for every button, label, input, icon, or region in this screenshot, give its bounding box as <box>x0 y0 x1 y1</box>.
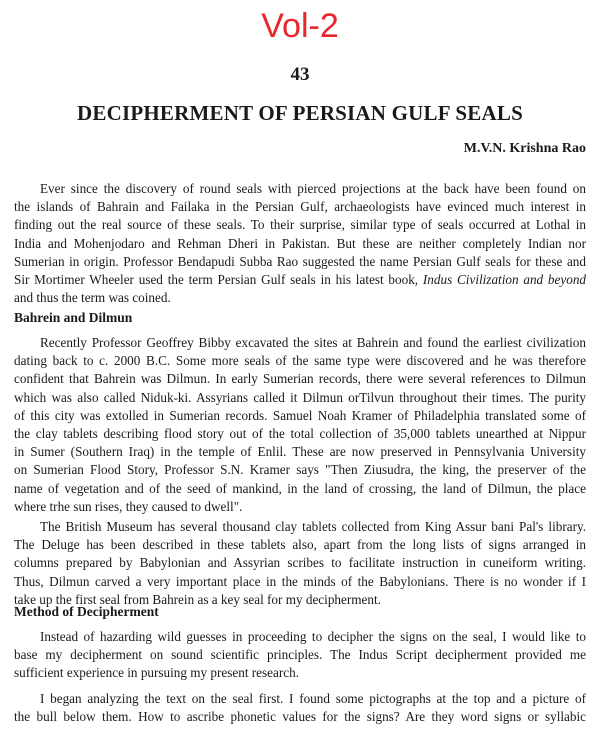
text-line: I began analyzing the text on the seal first. I found some pictographs at the top and a picture of <box>40 691 586 706</box>
text-line: and thus the term was coined. <box>14 290 171 306</box>
author-name: M.V.N. Krishna Rao <box>463 141 586 156</box>
text-line: base my decipherment on sound scientific principles. The Indus Script decipherment provided me <box>14 647 586 663</box>
text-line: Thus, Dilmun carved a very important place in the minds of the Babylonians. There is no wonder if I <box>14 573 586 589</box>
text-line: the clay tablets describing flood story out of the total collection of 35,000 tablets unearthed at Nippur <box>14 426 586 442</box>
text-line: Instead of hazarding wild guesses in proceeding to decipher the signs on the seal, I would like to <box>40 629 586 644</box>
text-line: on Sumerian Flood Story, Professor S.N. Kramer says "Then Ziusudra, the king, the preserver of the <box>14 462 586 478</box>
volume-label: Vol-2 <box>261 7 339 45</box>
paragraph-bahrein <box>14 334 586 516</box>
chapter-number: 43 <box>290 64 310 85</box>
paragraph-analysis <box>14 690 586 726</box>
text-line: The British Museum has several thousand clay tablets collected from King Assur bani Pal's library. <box>40 519 586 534</box>
text-run: Sir Mortimer Wheeler used the term Persian Gulf seals in his latest book, <box>14 272 423 288</box>
text-line: The Deluge has been described in these tablets also, apart from the long lists of signs arranged in <box>14 537 586 553</box>
book-title-italic: Indus Civilization and beyond <box>422 272 587 288</box>
text-line: Ever since the discovery of round seals with pierced projections at the back have been found on <box>40 181 586 196</box>
text-line: of this city was extolled in Sumerian records. Samuel Noah Kramer of Philadelphia translated some of <box>14 407 586 423</box>
text-line: Sumerian in origin. Professor Bendapudi Subba Rao suggested the name Persian Gulf seals for these and <box>14 253 586 269</box>
section-heading-bahrein: Bahrein and Dilmun <box>14 310 133 325</box>
paragraph-method <box>14 628 586 683</box>
text-line: the bull below them. How to ascribe phonetic values for the signs? Are they word signs or syllabic <box>14 709 586 725</box>
text-line: finding out the real source of these seals. To their surprise, similar type of seals occurred at Lothal in <box>14 217 586 233</box>
text-line: which was also called Niduk-ki. Assyrians called it Dilmun orTilvun throughout their times. The purity <box>14 389 586 405</box>
text-line: in Sumer (Southern Iraq) in the temple of Enlil. These are now preserved in Pennsylvania University <box>14 444 586 460</box>
text-line: columns prepared by Babylonian and Assyrian scribes to facilitate instruction in cuneiform writing. <box>14 555 586 571</box>
text-line: confident that Bahrein was Dilmun. In early Sumerian records, there were several references to Dilmun <box>14 371 586 387</box>
text-line <box>14 271 586 289</box>
text-line: where trhe sun rises, they caused to dwell". <box>14 498 243 514</box>
text-line: sufficient experience in pursuing my present research. <box>14 665 300 681</box>
paragraph-intro <box>14 180 586 307</box>
section-heading-method: Method of Decipherment <box>14 604 159 619</box>
text-line: name of vegetation and of the seed of mankind, in the land of crossing, the land of Dilmun, the place <box>14 480 586 496</box>
text-line: the islands of Bahrain and Failaka in the Persian Gulf, archaeologists have evinced much interest in <box>14 199 586 215</box>
chapter-title: DECIPHERMENT OF PERSIAN GULF SEALS <box>77 101 523 125</box>
paragraph-british-museum <box>14 518 586 609</box>
text-line: dating back to c. 2000 B.C. Some more seals of the same type were discovered and he was therefore <box>14 353 586 369</box>
text-line: India and Mohenjodaro and Rehman Dheri in Pakistan. But these are neither completely Indian nor <box>14 235 586 251</box>
text-line: Recently Professor Geoffrey Bibby excavated the sites at Bahrein and found the earliest civilization <box>40 335 586 350</box>
text-line: take up the first seal from Bahrein as a key seal for my decipherment. <box>14 591 381 607</box>
